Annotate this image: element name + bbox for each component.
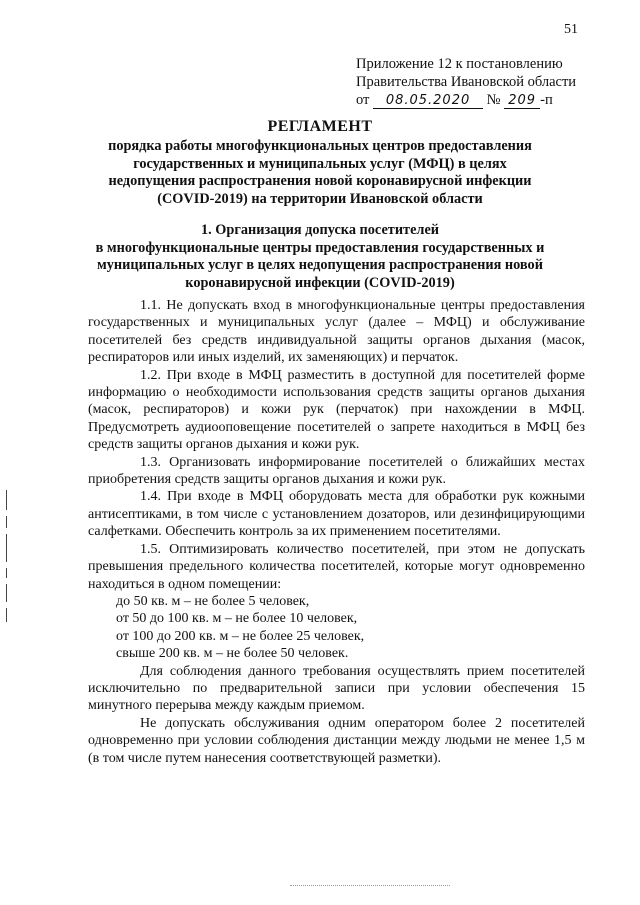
subtitle-line: (COVID-2019) на территории Ивановской области bbox=[157, 190, 483, 207]
limit-item: до 50 кв. м – не более 5 человек, bbox=[116, 593, 310, 609]
handwritten-number: 209 bbox=[504, 94, 540, 109]
scan-margin-marks bbox=[6, 490, 10, 640]
paragraph-booking: Для соблюдения данного требования осуществлять прием посетителей исключительно по предварительной записи при условии обеспечения 15 минутного перерыва между каждым приемом. bbox=[88, 663, 585, 714]
paragraph-1-3: 1.3. Организовать информирование посетителей о ближайших местах приобретения средств защиты органов дыхания и кожи рук. bbox=[88, 454, 585, 488]
appendix-header bbox=[356, 55, 596, 109]
paragraph-1-5: 1.5. Оптимизировать количество посетителей, при этом не допускать превышения предельного количества посетителей, которые могут одновременно находиться в одном помещении: bbox=[88, 541, 585, 592]
section-title-line: в многофункциональные центры предоставления государственных и bbox=[95, 239, 545, 256]
subtitle-line: недопущения распространения новой коронавирусной инфекции bbox=[108, 173, 532, 189]
paragraph-operator-limit: Не допускать обслуживания одним оператором более 2 посетителей одновременно при условии соблюдения дистанции между людьми не менее 1,5 м (в том числе путем нанесения соответствующей разметки). bbox=[88, 715, 585, 766]
limit-item: свыше 200 кв. м – не более 50 человек. bbox=[116, 646, 349, 662]
subtitle-line: порядка работы многофункциональных центров предоставления bbox=[108, 138, 532, 154]
paragraph-1-1: 1.1. Не допускать вход в многофункциональные центры предоставления государственных и муниципальных услуг (далее – МФЦ) и обслуживание посетителей без средств индивидуальной защиты органов дыхания (масок, респираторов или иных изделий, их заменяющих) и перчаток. bbox=[88, 298, 585, 366]
appendix-date-line bbox=[356, 91, 596, 109]
handwritten-date: 08.05.2020 bbox=[373, 94, 483, 109]
section-title-line: 1. Организация допуска посетителей bbox=[200, 222, 440, 238]
appendix-line-1: Приложение 12 к постановлению bbox=[356, 56, 563, 72]
appendix-line-2: Правительства Ивановской области bbox=[356, 74, 577, 90]
reglament-title: РЕГЛАМЕНТ bbox=[267, 118, 373, 135]
paragraph-1-2: 1.2. При входе в МФЦ разместить в доступной для посетителей форме информацию о необходимости использования средств защиты органов дыхания (масок, респираторов) и кожи рук (перчаток) при нахождении в МФЦ. Предусмотреть аудиооповещение посетителей о запрете находиться в МФЦ без средств защиты органов дыхания и кожи рук. bbox=[88, 367, 585, 453]
scan-footer-smudge bbox=[290, 885, 450, 889]
page-number: 51 bbox=[564, 22, 578, 37]
section-title-line: коронавирусной инфекции (COVID-2019) bbox=[185, 274, 455, 291]
document-body bbox=[88, 297, 585, 767]
subtitle-line: государственных и муниципальных услуг (МФЦ) в целях bbox=[133, 155, 507, 172]
limit-item: от 100 до 200 кв. м – не более 25 человек, bbox=[116, 628, 365, 644]
reglament-subtitle bbox=[80, 138, 560, 208]
from-label: от bbox=[356, 92, 370, 108]
section-1-title bbox=[70, 222, 570, 292]
paragraph-1-4: 1.4. При входе в МФЦ оборудовать места для обработки рук кожными антисептиками, в том числе с установлением дозаторов, или дезинфицирующими салфетками. Обеспечить контроль за их применением посетителями. bbox=[88, 489, 585, 540]
limit-item: от 50 до 100 кв. м – не более 10 человек, bbox=[116, 611, 358, 627]
number-label: № bbox=[486, 92, 501, 108]
number-suffix: -п bbox=[540, 92, 553, 108]
section-title-line: муниципальных услуг в целях недопущения распространения новой bbox=[97, 257, 543, 273]
